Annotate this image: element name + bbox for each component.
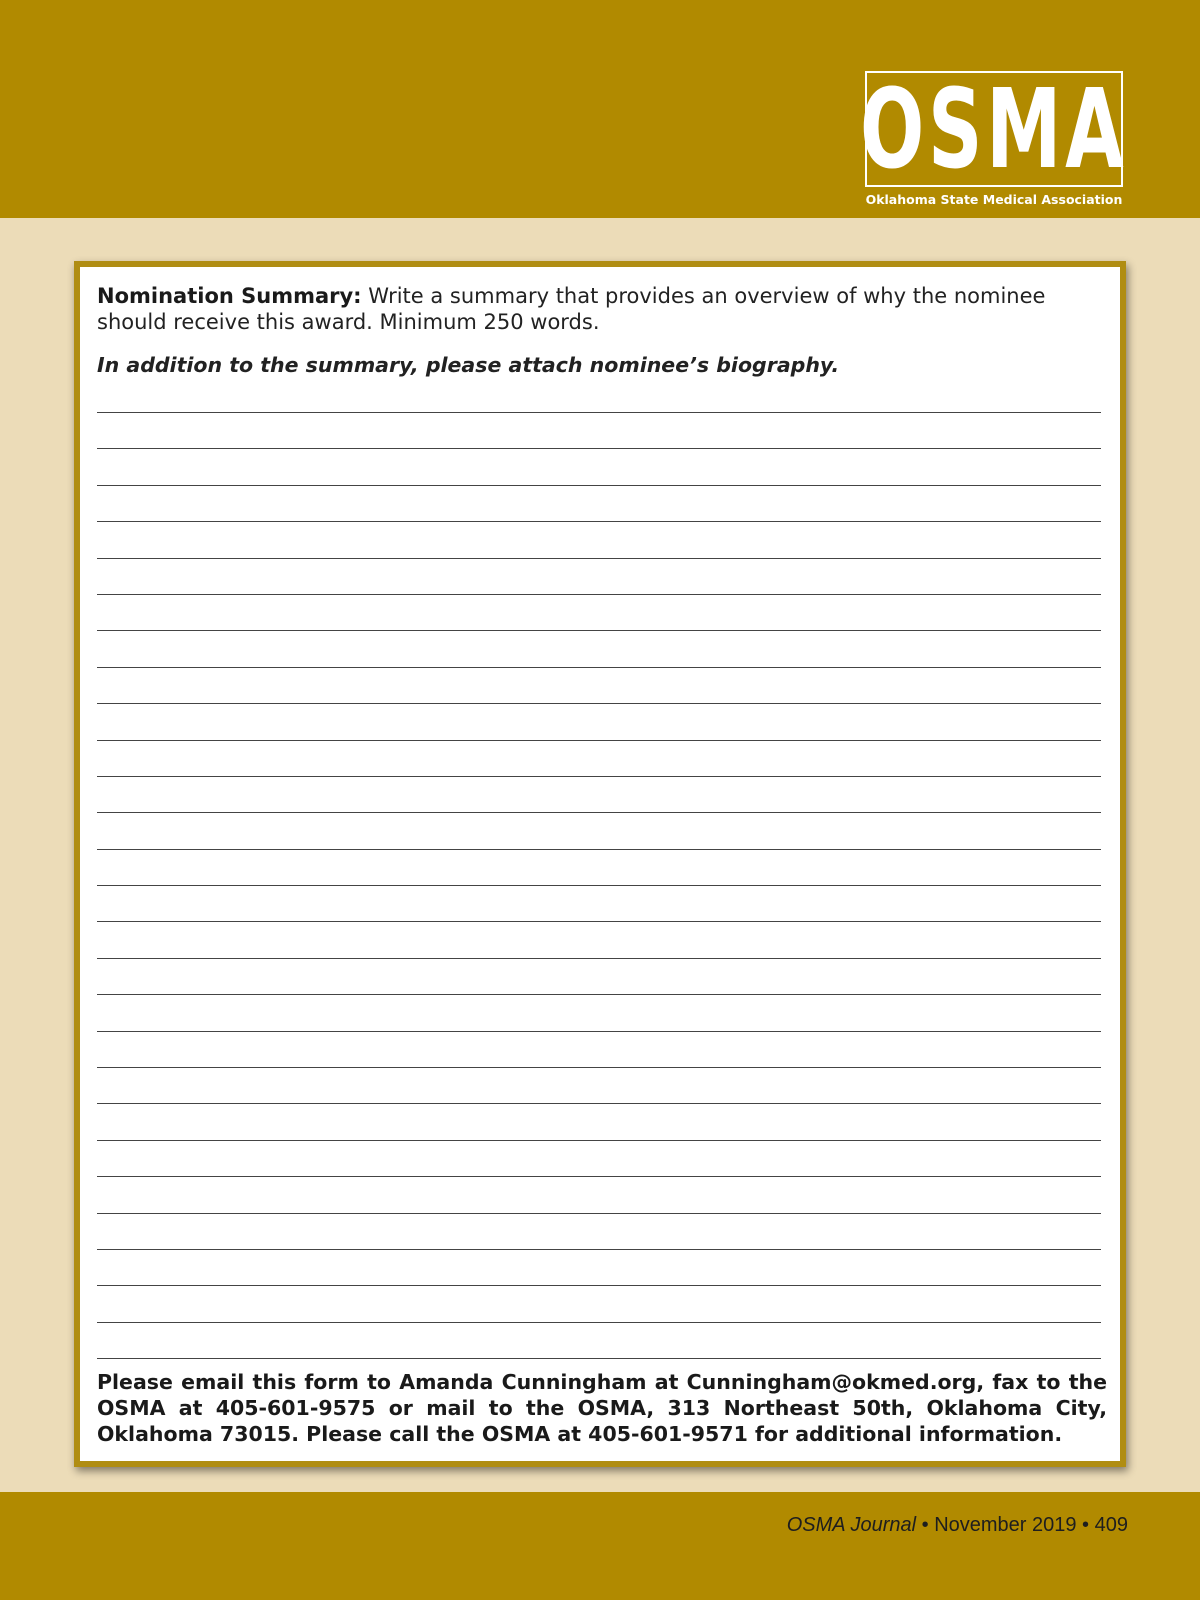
writing-line[interactable]	[97, 995, 1101, 1031]
writing-line[interactable]	[97, 1141, 1101, 1177]
writing-line[interactable]	[97, 777, 1101, 813]
header-band	[0, 0, 1200, 218]
writing-line[interactable]	[97, 595, 1101, 631]
logo-subtitle: Oklahoma State Medical Association	[865, 192, 1123, 207]
writing-line[interactable]	[97, 1286, 1101, 1322]
writing-line[interactable]	[97, 850, 1101, 886]
footer-band	[0, 1492, 1200, 1600]
writing-line[interactable]	[97, 959, 1101, 995]
writing-line[interactable]	[97, 741, 1101, 777]
summary-label: Nomination Summary:	[97, 284, 362, 308]
writing-line[interactable]	[97, 1177, 1101, 1213]
biography-note: In addition to the summary, please attach nominee’s biography.	[97, 353, 840, 377]
separator-2: •	[1076, 1514, 1095, 1536]
contact-instructions: Please email this form to Amanda Cunningham at Cunningham@okmed.org, fax to the OSMA at 405-601-9575 or mail to the OSMA, 313 Northeast 50th, Oklahoma City, Oklahoma 73015. Please call the OSMA at 405-601-9571 for additional information.	[97, 1370, 1107, 1446]
logo-text: OSMA	[860, 65, 1128, 193]
writing-line[interactable]	[97, 1214, 1101, 1250]
logo-box	[860, 65, 1128, 193]
writing-line[interactable]	[97, 522, 1101, 558]
writing-line[interactable]	[97, 1068, 1101, 1104]
nomination-form-card	[74, 261, 1126, 1467]
writing-line[interactable]	[97, 886, 1101, 922]
writing-line[interactable]	[97, 813, 1101, 849]
journal-name: OSMA Journal	[786, 1514, 917, 1536]
writing-line[interactable]	[97, 559, 1101, 595]
writing-line[interactable]	[97, 631, 1101, 667]
writing-line[interactable]	[97, 704, 1101, 740]
osma-logo	[860, 65, 1128, 207]
writing-lines[interactable]	[97, 412, 1101, 1359]
summary-text: Write a summary that provides an overview of why the nominee should receive this award. Minimum 250 words.	[97, 284, 1046, 334]
page-info	[787, 1514, 1128, 1537]
writing-line[interactable]	[97, 1032, 1101, 1068]
writing-line[interactable]	[97, 922, 1101, 958]
summary-instructions	[97, 283, 1107, 335]
issue-date: November 2019	[934, 1514, 1077, 1536]
page-number: 409	[1094, 1514, 1128, 1536]
writing-line[interactable]	[97, 486, 1101, 522]
separator-1: •	[916, 1514, 935, 1536]
writing-line[interactable]	[97, 449, 1101, 485]
writing-line[interactable]	[97, 1323, 1101, 1359]
writing-line[interactable]	[97, 668, 1101, 704]
writing-line[interactable]	[97, 1250, 1101, 1286]
writing-line[interactable]	[97, 1104, 1101, 1140]
writing-line[interactable]	[97, 413, 1101, 449]
